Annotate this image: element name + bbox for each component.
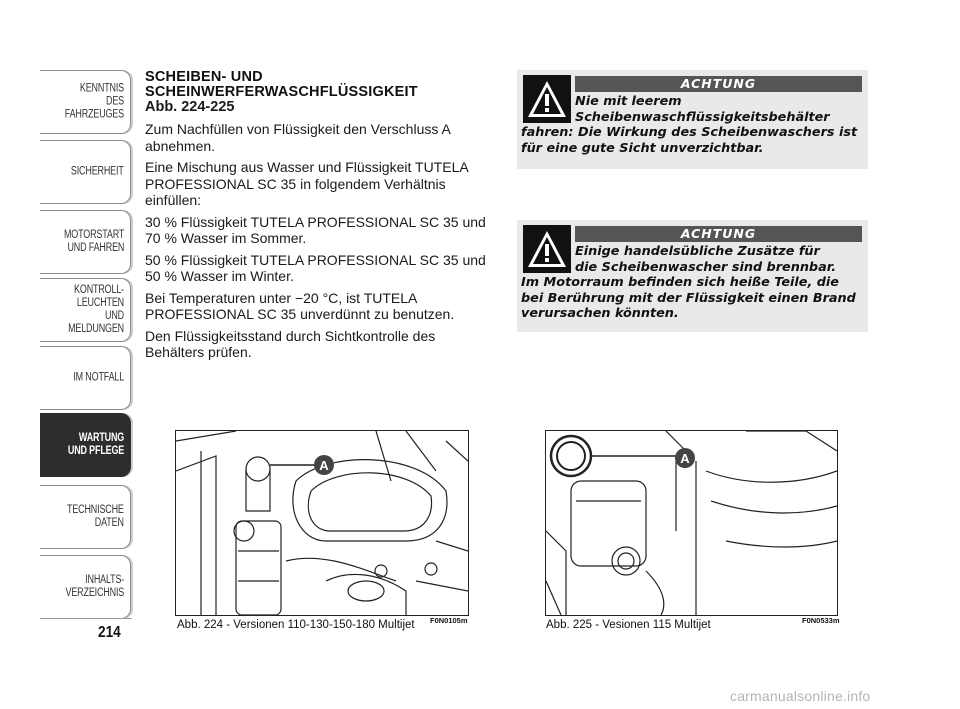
warning-heading: ACHTUNG [575,76,862,92]
section-title [145,70,490,100]
chapter-tab-label: WARTUNG UND PFLEGE [67,432,124,457]
warning-lead: Einige handelsübliche Zusätze für die Scheibenwascher sind brennbar. [575,244,837,275]
warning-text: fahren: Die Wirkung des Scheibenwaschers ist für eine gute Sicht unverzichtbar. [521,125,858,156]
paragraph: 50 % Flüssigkeit TUTELA PROFESSIONAL SC 35 und 50 % Wasser im Winter. [145,251,486,284]
chapter-tab-label: SICHERHEIT [71,165,124,178]
main-text-column [145,70,490,366]
chapter-tab-label: IM NOTFALL [73,371,124,384]
engine-bay-drawing-2 [546,431,837,615]
figure-code: F0N0533m [802,616,840,625]
watermark-text: carmanualsonline.info [730,688,871,704]
chapter-tab-kontrolleuchten[interactable] [40,278,131,342]
warning-box-1 [517,70,868,169]
paragraph: Den Flüssigkeitsstand durch Sichtkontrolle des Behälters prüfen. [145,327,436,360]
warning-lead: Nie mit leerem Scheibenwaschflüssigkeitsbehälter [575,94,830,125]
figure-caption: Abb. 224 - Versionen 110-130-150-180 Multijet [177,619,415,631]
chapter-tab-motorstart[interactable] [40,210,131,274]
figure-caption: Abb. 225 - Vesionen 115 Multijet [546,619,711,631]
paragraph: Bei Temperaturen unter −20 °C, ist TUTELA PROFESSIONAL SC 35 unverdünnt zu benutzen. [145,289,455,322]
sidebar-divider [40,618,132,619]
marker-label: A [680,451,690,466]
chapter-tab-label: KONTROLL- LEUCHTEN UND MELDUNGEN [68,284,124,335]
chapter-tab-technische-daten[interactable] [40,485,131,549]
warning-body [521,244,860,322]
warning-box-2 [517,220,868,332]
page-number: 214 [98,624,121,641]
chapter-tab-wartung[interactable] [40,413,131,477]
figure-224-illustration [175,430,469,616]
figure-code: F0N0105m [430,616,468,625]
warning-body [521,94,860,156]
chapter-tab-kenntnis[interactable] [40,70,131,134]
engine-bay-drawing-1 [176,431,468,615]
paragraph: 30 % Flüssigkeit TUTELA PROFESSIONAL SC 35 und 70 % Wasser im Sommer. [145,213,486,246]
chapter-tab-label: TECHNISCHE DATEN [67,504,124,529]
section-title-line1: SCHEIBEN- UND [145,69,263,85]
paragraph: Eine Mischung aus Wasser und Flüssigkeit TUTELA PROFESSIONAL SC 35 in folgendem Verhältnis einfüllen: [145,159,468,208]
marker-label: A [319,458,329,473]
warning-heading: ACHTUNG [575,226,862,242]
figure-reference: Abb. 224-225 [145,99,235,115]
chapter-tab-inhalt[interactable] [40,555,131,619]
figure-225-illustration [545,430,838,616]
section-title-line2: SCHEINWERFERWASCHFLÜSSIGKEIT [145,84,418,100]
chapter-tab-notfall[interactable] [40,346,131,410]
chapter-tab-label: INHALTS- VERZEICHNIS [65,574,124,599]
paragraph: Zum Nachfüllen von Flüssigkeit den Verschluss A abnehmen. [145,121,451,154]
chapter-tab-label: MOTORSTART UND FAHREN [63,229,124,254]
chapter-tab-sicherheit[interactable] [40,140,131,204]
chapter-tab-label: KENNTNIS DES FAHRZEUGES [64,82,124,121]
warning-text: Im Motorraum befinden sich heiße Teile, die bei Berührung mit der Flüssigkeit einen Brand verursachen könnten. [521,275,856,321]
